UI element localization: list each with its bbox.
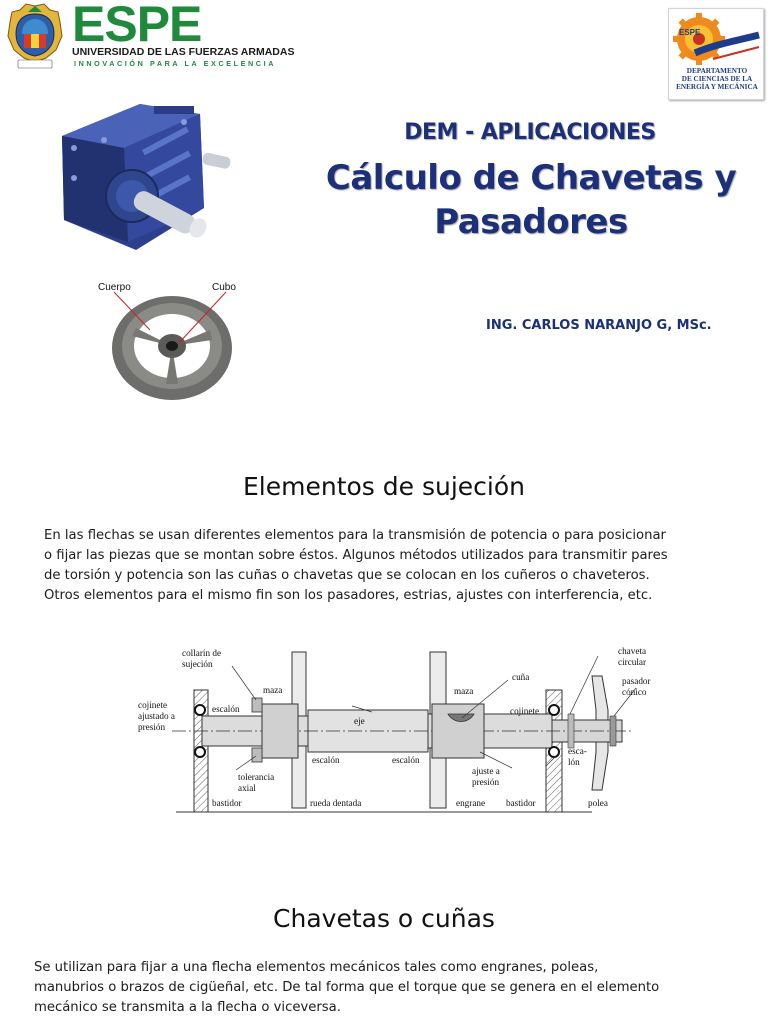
espe-logo	[4, 0, 295, 70]
section-title: Elementos de sujeción	[243, 472, 525, 501]
label-frame-left: bastidor	[212, 798, 242, 808]
paragraph-line: Se utilizan para fijar a una flecha elementos mecánicos tales como engranes, poleas,	[34, 960, 599, 975]
label-step-right: esca-lón	[568, 746, 587, 767]
hub-label: Cubo	[212, 282, 236, 293]
university-seal-icon	[4, 2, 66, 70]
handwheel-image	[92, 280, 252, 404]
label-axial-tolerance: tolerancia axial	[238, 772, 275, 793]
label-collar: collarín de sujeción	[182, 648, 222, 669]
label-shaft: eje	[354, 716, 365, 726]
label-press-fit: ajuste a presión	[472, 766, 500, 787]
label-bearing-right: cojinete	[510, 706, 540, 716]
course-label: DEM - APLICACIONES	[404, 120, 656, 145]
label-frame-right: bastidor	[506, 798, 536, 808]
body-label: Cuerpo	[98, 282, 131, 293]
title-line: Cálculo de Chavetas y	[325, 158, 737, 198]
shaft-assembly-diagram	[132, 640, 652, 824]
label-step-mid2: escalón	[392, 755, 420, 765]
label-gear-wheel: rueda dentada	[310, 798, 362, 808]
label-gear: engrane	[456, 798, 486, 808]
department-logo	[668, 8, 764, 100]
label-hub-left: maza	[263, 685, 283, 695]
paragraph-line: En las flechas se usan diferentes elementos para la transmisión de potencia o para posicionar	[44, 528, 666, 543]
label-pulley: polea	[588, 798, 608, 808]
department-line: DEPARTAMENTO	[686, 67, 748, 75]
gearbox-image	[44, 88, 254, 274]
paragraph-line: o fijar las piezas que se montan sobre éstos. Algunos métodos utilizados para transmitir pares	[44, 548, 668, 563]
label-taper-pin: pasador cónico	[622, 676, 651, 697]
dept-badge-text: ESPE	[679, 28, 701, 37]
label-key: cuña	[512, 672, 530, 682]
gear-icon	[673, 13, 761, 67]
university-motto: INNOVACIÓN PARA LA EXCELENCIA	[74, 59, 276, 68]
label-hub-right: maza	[454, 686, 474, 696]
label-retaining-ring: chaveta circular	[618, 646, 647, 667]
department-line: DE CIENCIAS DE LA	[681, 75, 753, 83]
handwheel-drawing	[92, 280, 252, 404]
university-name: UNIVERSIDAD DE LAS FUERZAS ARMADAS	[72, 46, 295, 58]
label-step-mid1: escalón	[312, 755, 340, 765]
author-name: ING. CARLOS NARANJO G, MSc.	[486, 318, 712, 333]
presentation-title	[316, 156, 746, 244]
section-paragraph	[34, 958, 724, 1018]
label-step-left: escalón	[212, 704, 240, 714]
department-name	[671, 67, 763, 91]
title-line: Pasadores	[434, 202, 628, 242]
department-line: ENERGÍA Y MECÁNICA	[676, 83, 758, 91]
section-title: Chavetas o cuñas	[273, 904, 495, 933]
paragraph-line: de torsión y potencia son las cuñas o chavetas que se colocan en los cuñeros o chaveteros.	[44, 568, 650, 583]
section-paragraph	[44, 526, 726, 606]
label-bearing-left: cojinete ajustado a presión	[138, 700, 175, 732]
paragraph-line: manubrios o brazos de cigüeñal, etc. De tal forma que el torque que se genera en el elemento	[34, 980, 660, 995]
paragraph-line: mecánico se transmita a la flecha o viceversa.	[34, 1000, 341, 1015]
espe-wordmark: ESPE	[72, 0, 202, 52]
paragraph-line: Otros elementos para el mismo fin son los pasadores, estrias, ajustes con interferencia, etc.	[44, 588, 653, 603]
